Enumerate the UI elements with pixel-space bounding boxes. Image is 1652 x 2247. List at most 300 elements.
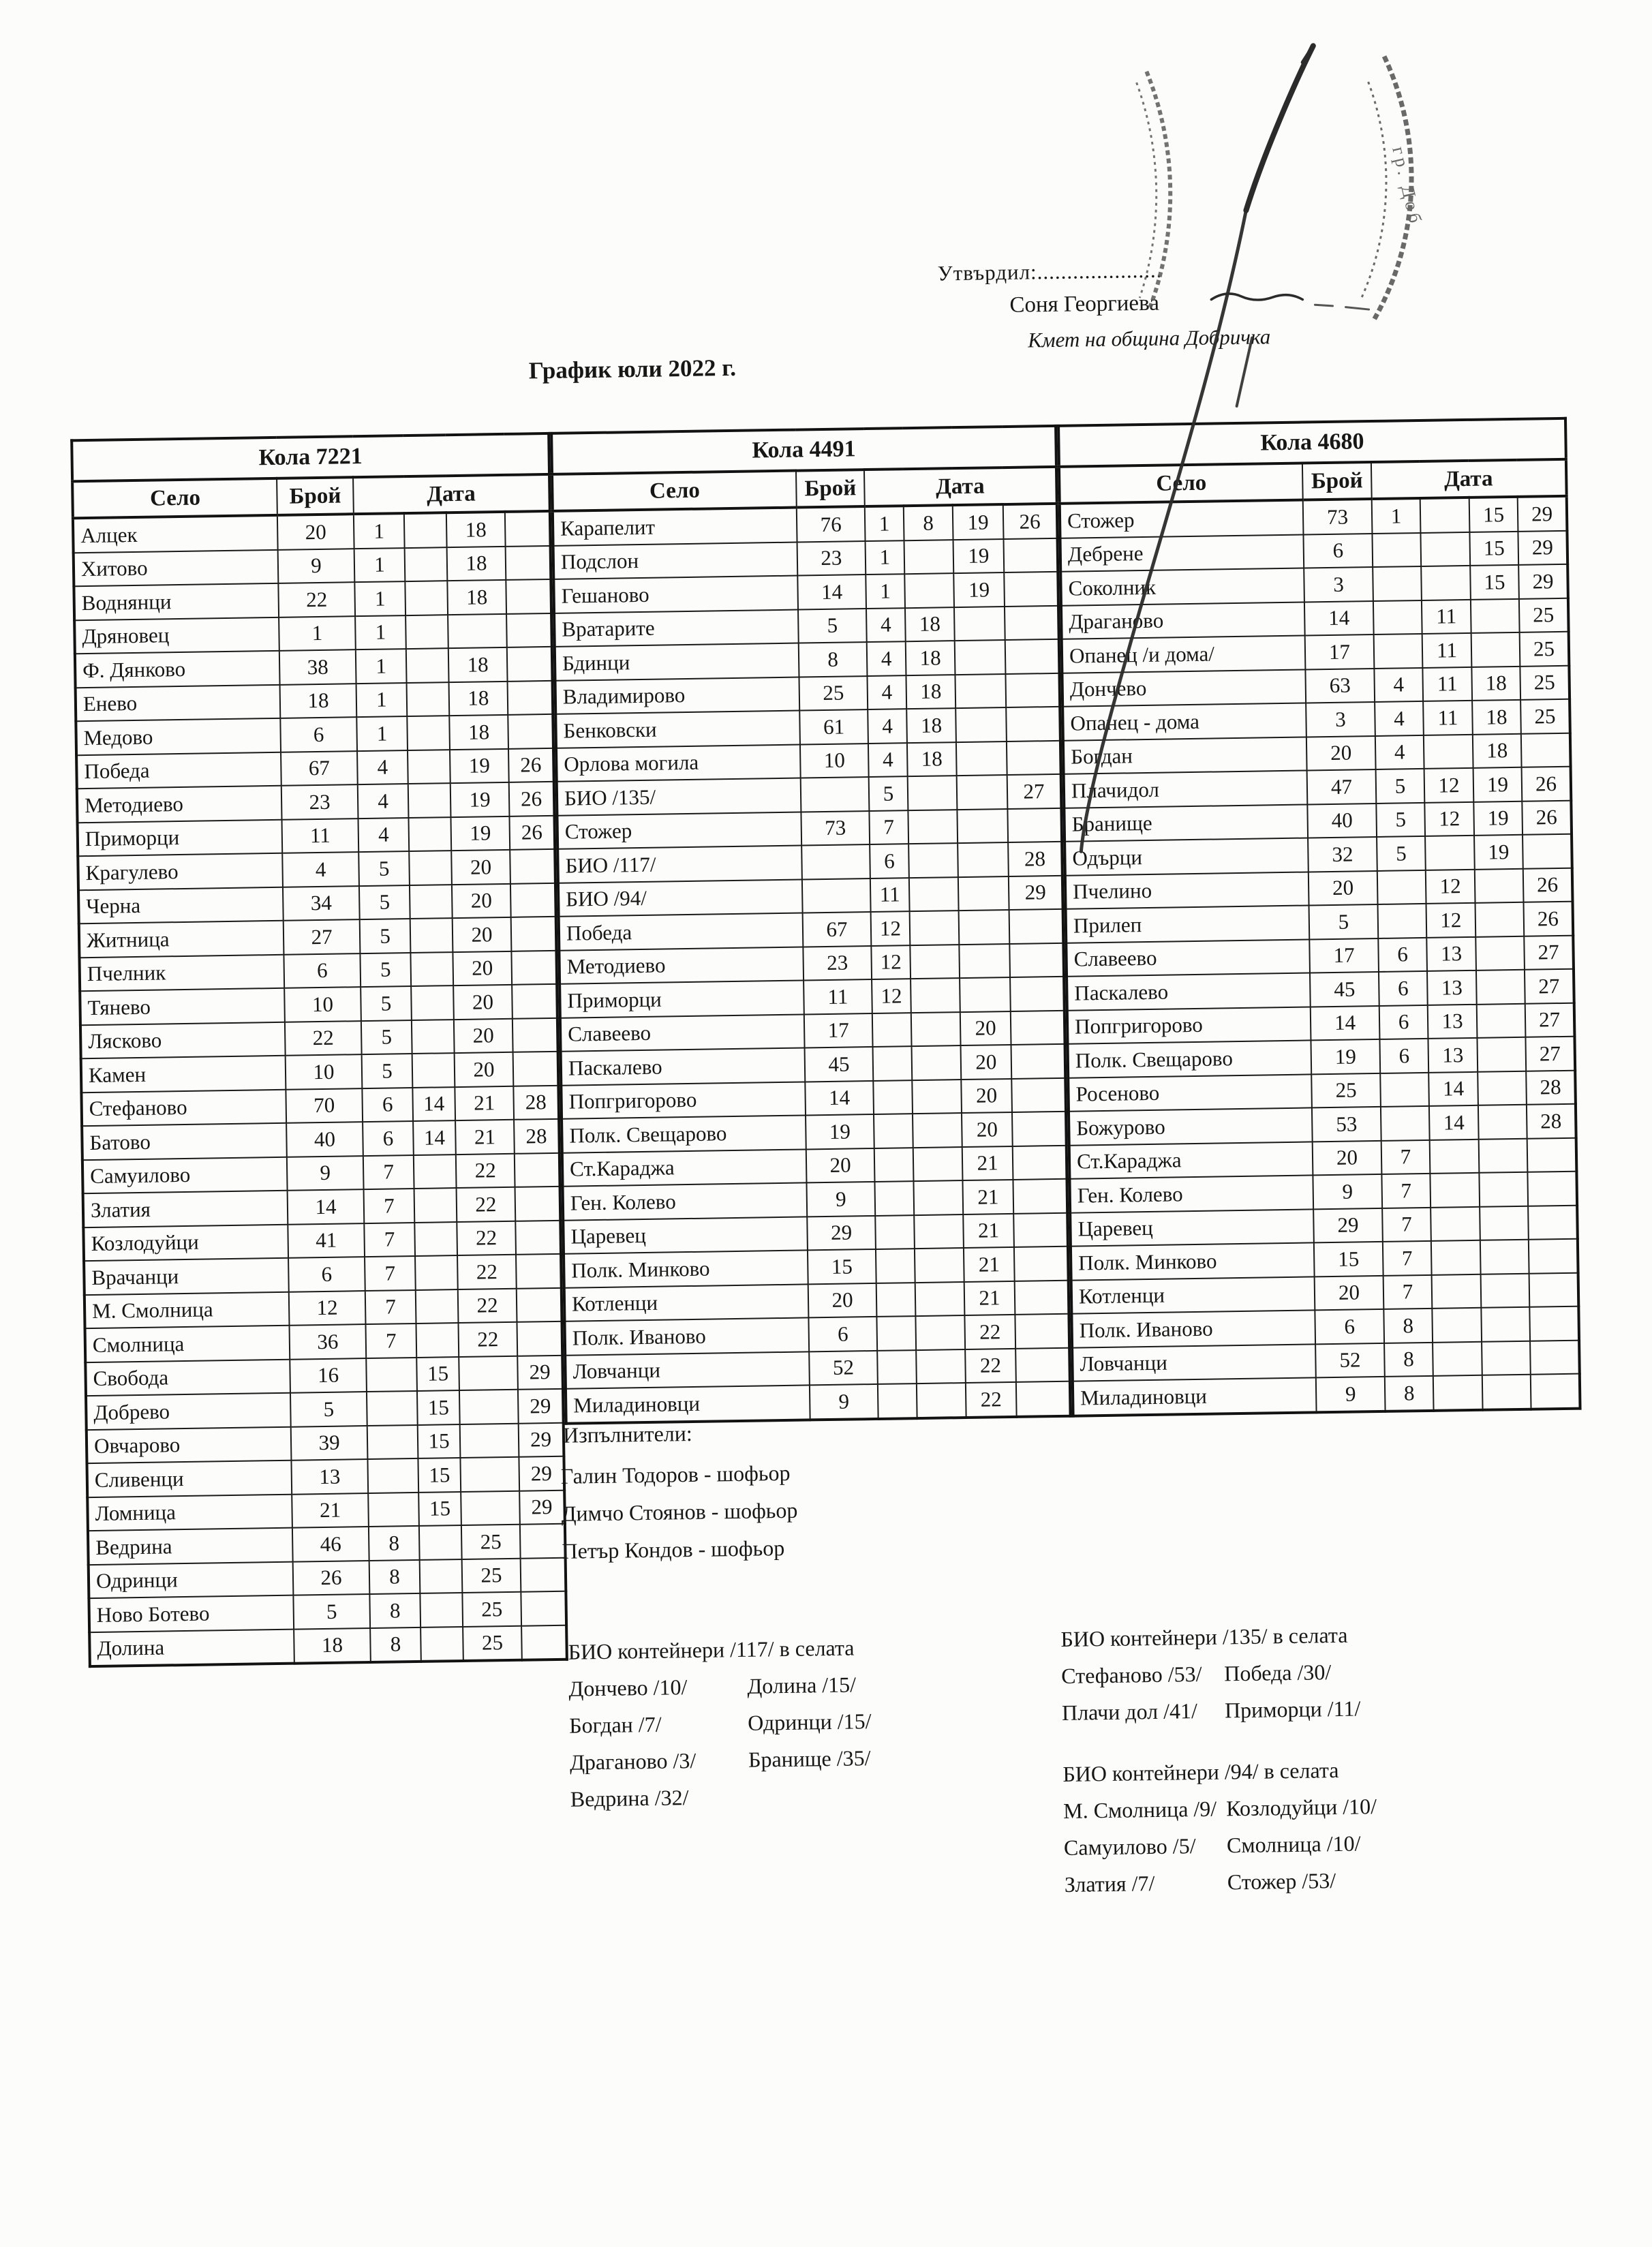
car-title-row xyxy=(551,426,1056,474)
date-cell xyxy=(1481,1273,1530,1308)
date-cell xyxy=(1420,532,1470,566)
date-cell: 14 xyxy=(413,1120,456,1155)
date-cell xyxy=(1528,1205,1578,1240)
village-cell: Владимирово xyxy=(555,677,800,714)
village-cell: Попгригорово xyxy=(561,1082,806,1119)
village-cell: БИО /94/ xyxy=(558,879,803,917)
date-cell xyxy=(955,674,1006,709)
date-cell xyxy=(521,1557,566,1591)
date-cell: 28 xyxy=(513,1085,559,1119)
date-cell: 8 xyxy=(369,1559,420,1594)
date-cell xyxy=(419,1525,462,1559)
date-cell xyxy=(511,950,557,984)
date-cell: 5 xyxy=(869,776,908,810)
date-cell xyxy=(1479,1138,1528,1173)
date-cell: 29 xyxy=(518,1389,564,1423)
bio-item: Козлодуйци /10/ xyxy=(1225,1794,1377,1821)
date-cell xyxy=(367,1458,418,1493)
date-cell xyxy=(915,1248,964,1283)
village-cell: Драганово xyxy=(1061,602,1305,639)
date-cell xyxy=(1005,673,1060,707)
date-cell: 21 xyxy=(964,1281,1015,1315)
date-cell xyxy=(1479,1172,1528,1207)
date-cell: 7 xyxy=(1383,1241,1432,1276)
count-cell xyxy=(802,878,871,913)
date-cell: 18 xyxy=(447,546,506,581)
date-cell: 4 xyxy=(1374,667,1423,702)
village-cell: Победа xyxy=(559,913,804,950)
count-cell: 9 xyxy=(806,1182,875,1217)
count-cell: 52 xyxy=(1315,1343,1385,1377)
date-cell: 5 xyxy=(361,1020,412,1055)
date-cell: 18 xyxy=(447,580,506,615)
count-cell: 6 xyxy=(284,953,361,988)
count-cell: 29 xyxy=(807,1215,876,1250)
date-cell xyxy=(904,573,954,608)
date-cell xyxy=(368,1492,419,1527)
date-cell: 5 xyxy=(1376,769,1425,804)
date-cell: 6 xyxy=(1379,971,1428,1006)
car-title-row xyxy=(1058,418,1566,467)
date-cell xyxy=(1431,1206,1480,1241)
count-header-cell: Брой xyxy=(1302,462,1372,500)
table-row xyxy=(566,1381,1071,1423)
date-cell: 8 xyxy=(369,1526,420,1561)
date-cell xyxy=(872,1013,912,1047)
count-cell: 18 xyxy=(280,684,357,718)
date-cell xyxy=(1430,1173,1480,1208)
date-cell xyxy=(915,1282,965,1317)
date-cell: 18 xyxy=(907,742,957,777)
village-cell: Полк. Иваново xyxy=(564,1317,809,1355)
approval-line: Утвърдил:..................... xyxy=(937,258,1163,286)
date-cell xyxy=(1527,1137,1577,1172)
village-cell: Пчелник xyxy=(79,954,284,991)
count-cell: 14 xyxy=(805,1080,874,1115)
date-cell: 7 xyxy=(363,1155,414,1189)
date-cell: 22 xyxy=(964,1315,1015,1349)
date-cell: 26 xyxy=(1522,767,1572,801)
bio-item: Долина /15/ xyxy=(747,1672,857,1698)
date-cell: 14 xyxy=(1428,1071,1478,1106)
car-title-cell: Кола 4680 xyxy=(1058,418,1566,467)
village-cell: Лясково xyxy=(80,1022,286,1058)
date-cell xyxy=(460,1457,519,1492)
count-cell: 67 xyxy=(281,751,358,786)
date-cell xyxy=(958,842,1009,877)
bio-item: Богдан /7/ xyxy=(568,1711,662,1738)
date-cell xyxy=(917,1383,966,1418)
date-cell xyxy=(1478,1071,1527,1105)
date-cell xyxy=(908,776,958,810)
date-cell xyxy=(912,1045,962,1080)
date-cell xyxy=(404,513,447,547)
date-cell: 7 xyxy=(869,810,908,844)
date-cell xyxy=(1011,1077,1066,1112)
count-cell: 16 xyxy=(290,1358,367,1393)
date-cell xyxy=(506,545,551,579)
bio-item: Драганово /3/ xyxy=(569,1747,697,1775)
date-cell xyxy=(910,911,960,945)
count-cell: 63 xyxy=(1305,669,1375,703)
village-cell: Полк. Минково xyxy=(1071,1242,1315,1280)
bio-item: Смолница /10/ xyxy=(1226,1831,1361,1858)
date-cell xyxy=(412,1053,455,1087)
date-cell: 11 xyxy=(870,878,910,912)
schedule-table-4491 xyxy=(550,425,1072,1424)
village-cell: Подслон xyxy=(553,542,798,579)
date-cell xyxy=(1529,1306,1579,1341)
date-cell xyxy=(1430,1139,1480,1174)
date-cell xyxy=(1377,870,1426,904)
village-cell: Хитово xyxy=(74,549,279,586)
date-cell xyxy=(1475,936,1525,970)
date-cell xyxy=(1480,1240,1529,1274)
date-cell: 20 xyxy=(453,917,512,952)
date-cell xyxy=(1009,943,1064,977)
date-cell xyxy=(513,1052,559,1086)
executor-name: Димчо Стоянов - шофьор xyxy=(561,1497,798,1526)
date-cell xyxy=(959,943,1010,978)
date-cell xyxy=(507,647,553,681)
car-title-cell: Кола 4491 xyxy=(551,426,1056,474)
date-cell: 13 xyxy=(1427,970,1477,1005)
count-cell: 27 xyxy=(284,919,361,954)
count-cell: 6 xyxy=(288,1257,365,1291)
date-cell xyxy=(1420,498,1470,533)
village-cell: Полк. Свещарово xyxy=(562,1115,806,1152)
count-cell: 13 xyxy=(291,1459,368,1494)
count-cell: 20 xyxy=(277,514,354,549)
village-cell: Орлова могила xyxy=(556,744,801,782)
date-cell: 19 xyxy=(1474,835,1523,870)
village-cell: Опанец - дома xyxy=(1062,703,1306,741)
village-cell: Медово xyxy=(76,718,281,755)
count-cell: 9 xyxy=(1316,1377,1386,1412)
date-cell xyxy=(875,1215,915,1249)
date-cell xyxy=(521,1625,567,1660)
date-cell xyxy=(409,851,452,885)
date-cell xyxy=(1471,632,1520,667)
date-cell: 15 xyxy=(418,1458,461,1492)
village-cell: Дебрене xyxy=(1060,534,1304,572)
village-cell: Бранище xyxy=(1064,804,1308,842)
count-cell: 67 xyxy=(803,912,872,947)
count-cell: 20 xyxy=(1309,870,1378,905)
date-cell: 19 xyxy=(1473,801,1523,836)
village-cell: Ген. Колево xyxy=(1069,1175,1313,1212)
count-cell: 1 xyxy=(279,616,356,651)
table-row xyxy=(89,1625,567,1666)
village-cell: Ст.Караджа xyxy=(562,1149,807,1187)
count-cell: 17 xyxy=(1305,635,1375,669)
village-cell: Ф. Дянково xyxy=(75,651,280,688)
village-cell: Черна xyxy=(78,887,284,923)
date-cell xyxy=(515,1152,560,1187)
date-cell: 7 xyxy=(1383,1274,1433,1309)
date-cell: 5 xyxy=(1377,836,1426,871)
date-cell: 27 xyxy=(1525,1003,1575,1037)
date-cell xyxy=(1378,904,1427,938)
date-cell: 12 xyxy=(1426,903,1476,938)
date-cell xyxy=(908,810,958,844)
date-cell xyxy=(1530,1340,1580,1375)
village-cell: Паскалево xyxy=(1067,973,1311,1010)
date-cell: 18 xyxy=(1471,666,1520,701)
date-cell: 22 xyxy=(457,1255,517,1289)
date-cell: 5 xyxy=(362,1054,413,1088)
date-cell: 29 xyxy=(1518,564,1568,599)
village-cell: Ловчанци xyxy=(565,1351,810,1389)
count-cell: 14 xyxy=(797,575,866,609)
village-cell: Воднянци xyxy=(74,583,279,620)
village-cell: Самуилово xyxy=(82,1157,288,1193)
date-cell: 15 xyxy=(1469,497,1518,532)
count-cell: 23 xyxy=(797,541,866,576)
village-cell: Вратарите xyxy=(554,609,799,647)
date-cell xyxy=(420,1559,463,1593)
date-cell: 29 xyxy=(519,1456,564,1491)
count-cell: 41 xyxy=(288,1223,365,1258)
date-cell: 6 xyxy=(1378,937,1427,972)
count-cell: 11 xyxy=(281,819,358,853)
count-cell: 19 xyxy=(806,1114,874,1149)
village-cell: Царевец xyxy=(1070,1209,1314,1247)
date-cell xyxy=(1015,1314,1069,1349)
count-cell: 25 xyxy=(1311,1073,1381,1107)
date-cell: 29 xyxy=(1518,496,1567,532)
date-cell xyxy=(367,1424,418,1459)
date-cell xyxy=(874,1114,913,1148)
date-cell xyxy=(508,714,553,748)
date-cell: 7 xyxy=(1382,1207,1431,1242)
date-cell: 21 xyxy=(963,1213,1014,1248)
village-cell: Ст.Караджа xyxy=(1069,1142,1313,1179)
bio-item: Бранище /35/ xyxy=(748,1745,871,1772)
date-cell xyxy=(913,1113,962,1148)
count-cell: 10 xyxy=(800,744,869,778)
date-cell xyxy=(510,849,555,883)
executor-name: Петър Кондов - шофьор xyxy=(562,1535,785,1563)
date-cell: 7 xyxy=(365,1256,416,1291)
date-cell xyxy=(459,1356,518,1390)
date-cell xyxy=(515,1220,561,1254)
count-cell: 12 xyxy=(289,1291,366,1326)
count-cell: 5 xyxy=(293,1594,370,1629)
date-cell xyxy=(414,1188,457,1222)
signature-dashes xyxy=(1315,304,1368,310)
date-cell: 15 xyxy=(418,1424,461,1458)
date-cell: 11 xyxy=(1422,633,1472,668)
bio-item: Стожер /53/ xyxy=(1227,1868,1336,1895)
date-cell: 12 xyxy=(1424,801,1474,836)
count-cell: 70 xyxy=(286,1088,363,1123)
date-cell xyxy=(1011,1044,1066,1079)
date-cell: 4 xyxy=(1375,735,1424,769)
car-title-cell: Кола 7221 xyxy=(72,433,549,481)
count-cell: 5 xyxy=(290,1392,367,1426)
date-cell: 25 xyxy=(462,1558,521,1593)
date-cell: 27 xyxy=(1525,969,1574,1004)
count-header-cell: Брой xyxy=(277,477,354,515)
date-cell: 28 xyxy=(1008,842,1062,876)
date-cell: 19 xyxy=(953,572,1005,607)
date-cell: 29 xyxy=(519,1490,565,1524)
village-cell: Златия xyxy=(83,1191,288,1227)
date-cell xyxy=(459,1390,519,1424)
date-cell xyxy=(957,809,1008,844)
date-cell: 26 xyxy=(1523,902,1573,936)
date-cell xyxy=(909,877,959,912)
date-cell xyxy=(408,750,450,784)
date-cell: 1 xyxy=(354,513,405,549)
date-cell: 22 xyxy=(965,1348,1016,1383)
count-cell: 20 xyxy=(1315,1275,1384,1310)
date-cell xyxy=(1012,1112,1067,1146)
date-header-cell: Дата xyxy=(1371,459,1567,499)
date-cell: 1 xyxy=(866,540,905,575)
village-cell: Росеново xyxy=(1068,1074,1312,1112)
count-cell: 23 xyxy=(803,946,872,981)
date-cell xyxy=(410,885,453,919)
date-cell xyxy=(916,1349,966,1384)
count-cell: 15 xyxy=(808,1249,876,1284)
date-cell xyxy=(411,985,454,1020)
date-cell: 1 xyxy=(354,581,406,616)
date-cell: 20 xyxy=(455,1052,514,1087)
village-cell: М. Смолница xyxy=(85,1291,290,1328)
date-cell xyxy=(405,547,448,581)
date-cell xyxy=(1009,909,1064,944)
stamp-fragment-text: гр. Доб xyxy=(1388,144,1426,228)
date-header-cell: Дата xyxy=(864,467,1057,506)
date-cell xyxy=(1373,566,1422,601)
date-cell xyxy=(513,1018,558,1052)
date-cell xyxy=(1381,1106,1430,1141)
date-cell: 5 xyxy=(360,953,411,988)
count-cell: 76 xyxy=(797,506,866,542)
date-cell xyxy=(1380,1072,1429,1107)
date-cell xyxy=(1480,1206,1529,1240)
date-cell: 11 xyxy=(1423,701,1473,735)
date-cell xyxy=(960,977,1011,1012)
village-cell: Пчелино xyxy=(1065,872,1309,909)
date-cell xyxy=(1373,600,1422,635)
date-cell: 1 xyxy=(354,548,406,583)
count-cell: 40 xyxy=(286,1122,363,1157)
date-cell xyxy=(412,1020,455,1054)
count-cell: 6 xyxy=(808,1317,877,1351)
count-cell: 8 xyxy=(799,642,868,677)
count-cell: 9 xyxy=(287,1156,364,1191)
date-cell xyxy=(521,1591,566,1625)
date-cell xyxy=(517,1287,562,1321)
date-cell xyxy=(956,742,1007,776)
date-cell: 8 xyxy=(369,1593,420,1628)
count-cell: 23 xyxy=(281,784,358,819)
signature-squiggle xyxy=(1211,292,1302,301)
date-cell xyxy=(955,707,1007,742)
date-cell: 18 xyxy=(906,708,956,743)
date-cell xyxy=(1431,1240,1481,1275)
date-cell xyxy=(912,1080,962,1114)
date-cell: 4 xyxy=(357,750,408,785)
date-cell xyxy=(1529,1272,1579,1307)
bio-item: Победа /30/ xyxy=(1223,1660,1332,1686)
date-cell: 1 xyxy=(355,615,406,650)
date-cell xyxy=(876,1283,916,1317)
date-cell: 25 xyxy=(1520,665,1570,700)
village-cell: Плачидол xyxy=(1064,770,1308,808)
village-cell: Полк. Минково xyxy=(564,1250,808,1287)
date-cell: 19 xyxy=(450,816,510,851)
village-cell: Победа xyxy=(76,752,281,789)
schedule-table-4680 xyxy=(1057,417,1582,1417)
date-cell: 22 xyxy=(456,1153,515,1188)
date-cell: 5 xyxy=(359,885,410,920)
date-cell xyxy=(1424,734,1473,769)
date-cell: 7 xyxy=(365,1289,416,1324)
count-cell: 3 xyxy=(1304,567,1373,602)
village-cell: Батово xyxy=(82,1123,287,1160)
date-cell: 29 xyxy=(519,1422,564,1456)
date-cell: 12 xyxy=(1424,768,1474,803)
schedule-table-7221 xyxy=(70,432,568,1668)
date-cell xyxy=(406,648,449,682)
bio-item: Плачи дол /41/ xyxy=(1061,1698,1198,1725)
date-cell: 1 xyxy=(356,649,407,684)
count-cell: 38 xyxy=(279,649,356,684)
bio-section-title: БИО контейнери /135/ в селата xyxy=(1060,1622,1348,1651)
date-header-cell: Дата xyxy=(353,474,550,514)
date-cell xyxy=(1471,598,1520,633)
date-cell: 29 xyxy=(1009,875,1063,910)
date-cell: 19 xyxy=(953,539,1005,574)
village-cell: Карапелит xyxy=(553,508,797,546)
count-cell: 5 xyxy=(1309,904,1379,939)
count-cell: 36 xyxy=(290,1324,367,1359)
date-cell: 4 xyxy=(867,675,906,709)
bio-item: Самуилово /5/ xyxy=(1063,1833,1196,1860)
count-cell: 9 xyxy=(1313,1174,1382,1209)
date-cell: 1 xyxy=(866,574,905,608)
date-cell: 25 xyxy=(463,1625,522,1661)
date-cell: 6 xyxy=(1379,1005,1428,1039)
count-cell: 25 xyxy=(799,676,868,711)
date-cell xyxy=(877,1350,917,1384)
count-cell xyxy=(801,844,870,879)
date-cell xyxy=(511,917,557,951)
bio-item: Дончево /10/ xyxy=(568,1675,688,1701)
bio-item: Стефаново /53/ xyxy=(1060,1661,1202,1688)
village-cell: Добрево xyxy=(86,1393,291,1430)
date-cell xyxy=(410,918,453,952)
date-cell xyxy=(1004,572,1058,607)
date-cell: 1 xyxy=(356,716,408,751)
date-cell xyxy=(1432,1274,1482,1309)
date-cell xyxy=(416,1289,459,1324)
date-cell: 4 xyxy=(868,743,908,777)
village-cell: Смолница xyxy=(85,1326,290,1362)
date-cell: 19 xyxy=(953,504,1004,540)
date-cell: 5 xyxy=(361,986,412,1021)
count-header-cell: Брой xyxy=(796,470,865,507)
date-cell: 18 xyxy=(448,647,508,682)
date-cell: 15 xyxy=(417,1390,460,1424)
date-cell: 18 xyxy=(1472,700,1521,735)
date-cell xyxy=(1475,902,1525,937)
date-cell xyxy=(414,1155,457,1189)
